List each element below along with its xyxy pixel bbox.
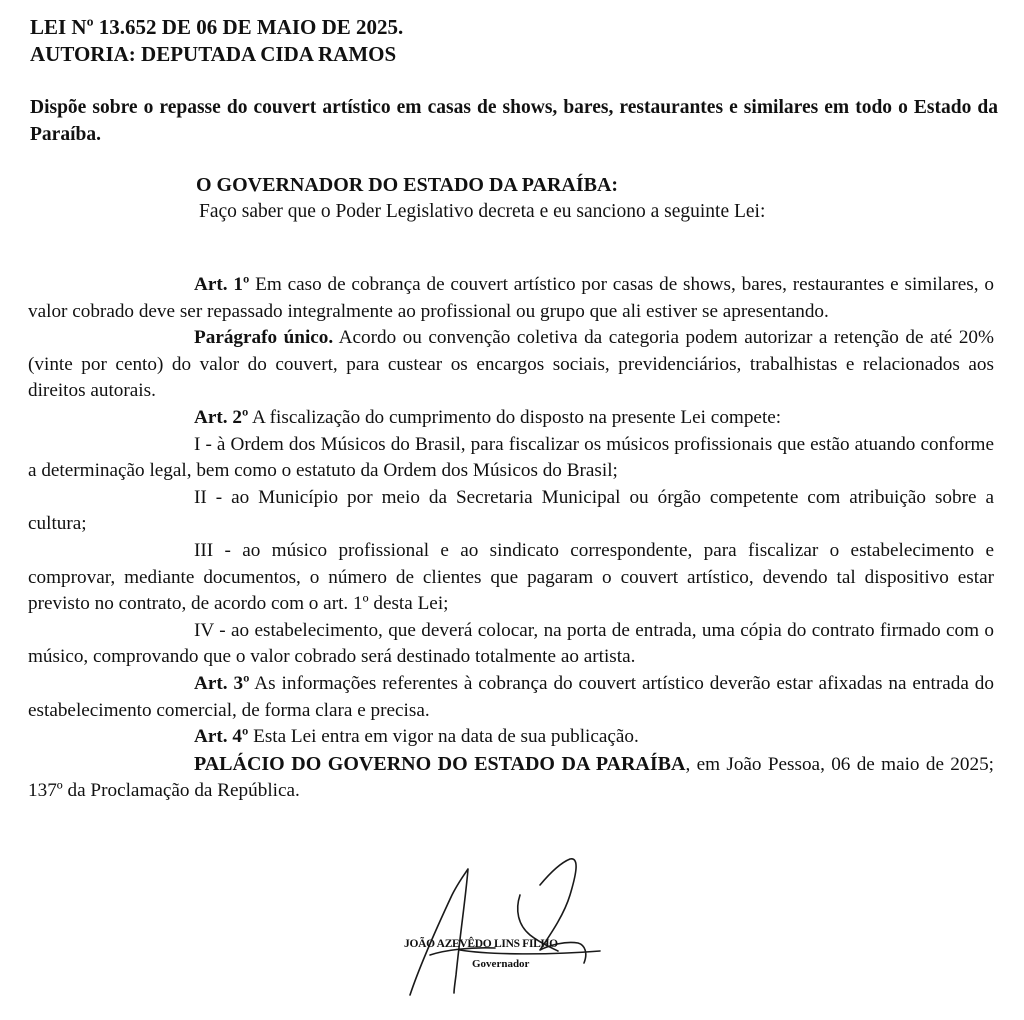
signatory-name: JOÃO AZEVÊDO LINS FILHO — [404, 938, 558, 950]
handwritten-signature — [400, 855, 620, 1005]
article-3 — [28, 671, 994, 724]
sanction-statement: Faço saber que o Poder Legislativo decreta e eu sanciono a seguinte Lei: — [199, 201, 766, 222]
article-3-label: Art. 3º — [194, 672, 250, 694]
law-authorship: AUTORIA: DEPUTADA CIDA RAMOS — [30, 42, 397, 66]
article-2-label: Art. 2º — [194, 406, 249, 428]
law-ementa: Dispõe sobre o repasse do couvert artístico em casas de shows, bares, restaurantes e similares em todo o Estado da Paraíba. — [30, 97, 998, 145]
article-4 — [28, 724, 994, 751]
paragrafo-unico-text: Acordo ou convenção coletiva da categoria podem autorizar a retenção de até 20% (vinte por cento) do valor do couvert, para custear os encargos sociais, previdenciários, trabalhistas e relacionados aos direitos autorais. — [28, 327, 994, 402]
paragrafo-unico — [28, 325, 994, 405]
article-2-item-i: I - à Ordem dos Músicos do Brasil, para fiscalizar os músicos profissionais que estão atuando conforme a determinação legal, bem como o estatuto da Ordem dos Músicos do Brasil; — [28, 433, 994, 482]
law-body — [28, 272, 994, 805]
article-2-item-iii: III - ao músico profissional e ao sindicato correspondente, para fiscalizar o estabelecimento e comprovar, mediante documentos, o número de clientes que pagaram o couvert artístico, devendo tal dispositivo estar previsto no contrato, de acordo com o art. 1º desta Lei; — [28, 539, 994, 615]
article-2 — [28, 405, 994, 432]
governor-title: O GOVERNADOR DO ESTADO DA PARAÍBA: — [196, 174, 619, 196]
closing-text: , em João Pessoa, 06 de maio de 2025; 137º da Proclamação da República. — [28, 753, 994, 802]
closing-label: PALÁCIO DO GOVERNO DO ESTADO DA PARAÍBA — [194, 752, 686, 775]
article-2-item-ii: II - ao Município por meio da Secretaria Municipal ou órgão competente com atribuição sobre a cultura; — [28, 486, 994, 535]
article-4-text: Esta Lei entra em vigor na data de sua publicação. — [248, 726, 639, 748]
article-1-text: Em caso de cobrança de couvert artístico por casas de shows, bares, restaurantes e similares, o valor cobrado deve ser repassado integralmente ao profissional ou grupo que ali estiver se apresentando. — [28, 274, 994, 322]
article-1 — [28, 272, 994, 325]
article-3-text: As informações referentes à cobrança do couvert artístico deverão estar afixadas na entrada do estabelecimento comercial, de forma clara e precisa. — [28, 672, 994, 721]
signatory-role: Governador — [472, 958, 530, 970]
article-4-label: Art. 4º — [194, 726, 249, 748]
article-2-item-iv: IV - ao estabelecimento, que deverá colocar, na porta de entrada, uma cópia do contrato firmado com o músico, comprovando que o valor cobrado será destinado totalmente ao artista. — [28, 619, 994, 668]
law-number: LEI Nº 13.652 DE 06 DE MAIO DE 2025. — [30, 15, 404, 39]
article-1-label: Art. 1º — [194, 274, 250, 295]
article-2-text: A fiscalização do cumprimento do disposto na presente Lei compete: — [248, 406, 782, 428]
closing-statement — [28, 751, 994, 805]
paragrafo-unico-label: Parágrafo único. — [194, 327, 334, 349]
